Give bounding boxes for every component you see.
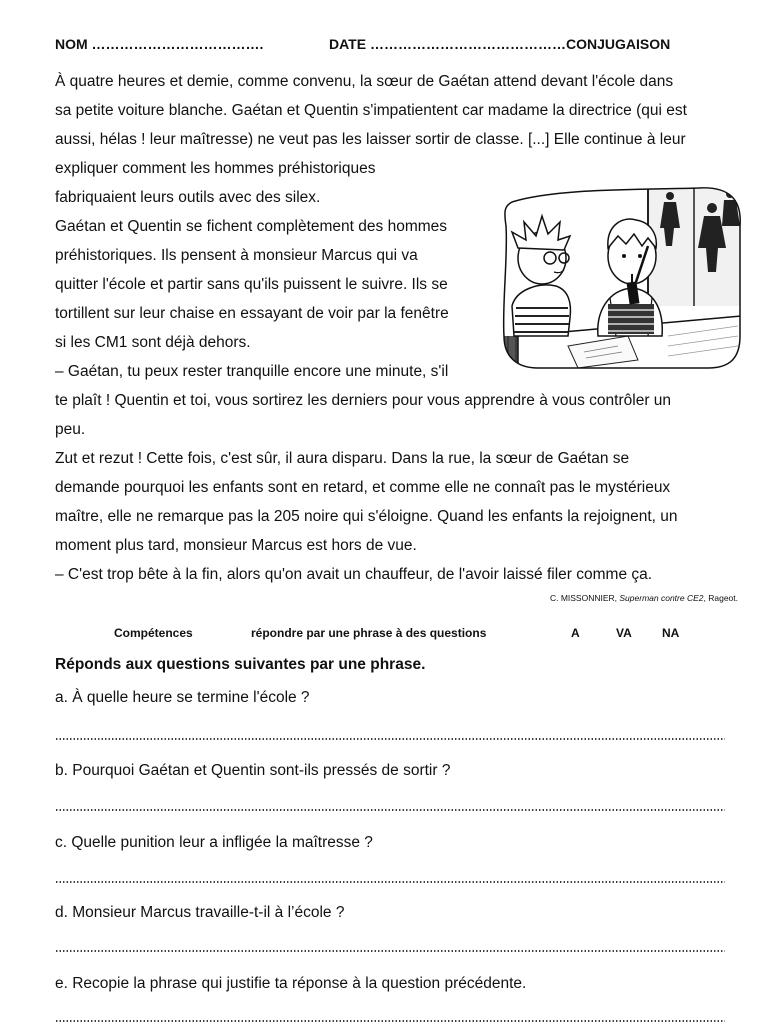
competences-label: Compétences bbox=[114, 626, 193, 640]
passage-line: maître, elle ne remarque pas la 205 noire qui s'éloigne. Quand les enfants la rejoignent, un bbox=[55, 508, 678, 525]
passage-line: te plaît ! Quentin et toi, vous sortirez les derniers pour vous apprendre à vous contrôler un bbox=[55, 392, 672, 409]
passage-line: peu. bbox=[55, 421, 86, 438]
passage-line: expliquer comment les hommes préhistoriques bbox=[55, 160, 376, 177]
answer-line-e[interactable] bbox=[55, 1020, 725, 1022]
competences-skill: répondre par une phrase à des questions bbox=[251, 626, 487, 640]
passage-line: sa petite voiture blanche. Gaétan et Quentin s'impatientent car madame la directrice (qui est bbox=[55, 102, 687, 119]
passage-line: aussi, hélas ! leur maîtresse) ne veut pas les laisser sortir de classe. [...] Elle continue à leur bbox=[55, 131, 686, 148]
answer-line-a[interactable] bbox=[55, 738, 725, 740]
passage-line: tortillent sur leur chaise en essayant de voir par la fenêtre bbox=[55, 305, 449, 322]
instruction-heading: Réponds aux questions suivantes par une phrase. bbox=[55, 656, 426, 673]
passage-line: Zut et rezut ! Cette fois, c'est sûr, il aura disparu. Dans la rue, la sœur de Gaétan se bbox=[55, 450, 630, 467]
grade-na: NA bbox=[662, 626, 680, 640]
passage-line: quitter l'école et partir sans qu'ils puissent le suivre. Ils se bbox=[55, 276, 448, 293]
answer-line-b[interactable] bbox=[55, 809, 725, 811]
passage-line: préhistoriques. Ils pensent à monsieur Marcus qui va bbox=[55, 247, 418, 264]
passage-line: demande pourquoi les enfants sont en retard, et comme elle ne connaît pas le mystérieux bbox=[55, 479, 671, 496]
source-title: Superman contre CE2 bbox=[619, 593, 704, 603]
question-d: d. Monsieur Marcus travaille-t-il à l’école ? bbox=[55, 904, 345, 921]
passage-line: si les CM1 sont déjà dehors. bbox=[55, 334, 251, 351]
source-author: C. MISSONNIER, bbox=[549, 593, 620, 603]
question-b: b. Pourquoi Gaétan et Quentin sont-ils pressés de sortir ? bbox=[55, 762, 451, 779]
answer-line-c[interactable] bbox=[55, 881, 725, 883]
name-field: NOM ………………………………. bbox=[55, 36, 264, 52]
passage-line: À quatre heures et demie, comme convenu, la sœur de Gaétan attend devant l'école dans bbox=[55, 73, 674, 90]
question-a: a. À quelle heure se termine l'école ? bbox=[55, 689, 310, 706]
date-field: DATE ……………………………………CONJUGAISON bbox=[329, 36, 671, 52]
passage-line: moment plus tard, monsieur Marcus est hors de vue. bbox=[55, 537, 417, 554]
source-publisher: , Rageot. bbox=[703, 593, 738, 603]
passage-line: Gaétan et Quentin se fichent complètement des hommes bbox=[55, 218, 448, 235]
grade-a: A bbox=[571, 626, 580, 640]
question-c: c. Quelle punition leur a infligée la maîtresse ? bbox=[55, 834, 373, 851]
grade-va: VA bbox=[616, 626, 632, 640]
passage-line: – C'est trop bête à la fin, alors qu'on avait un chauffeur, de l'avoir laissé filer comme ça. bbox=[55, 566, 653, 583]
passage-line: fabriquaient leurs outils avec des silex. bbox=[55, 189, 321, 206]
passage-line: – Gaétan, tu peux rester tranquille encore une minute, s'il bbox=[55, 363, 449, 380]
source-citation bbox=[550, 593, 738, 603]
classroom-illustration bbox=[498, 186, 742, 370]
question-e: e. Recopie la phrase qui justifie ta réponse à la question précédente. bbox=[55, 975, 527, 992]
answer-line-d[interactable] bbox=[55, 950, 725, 952]
